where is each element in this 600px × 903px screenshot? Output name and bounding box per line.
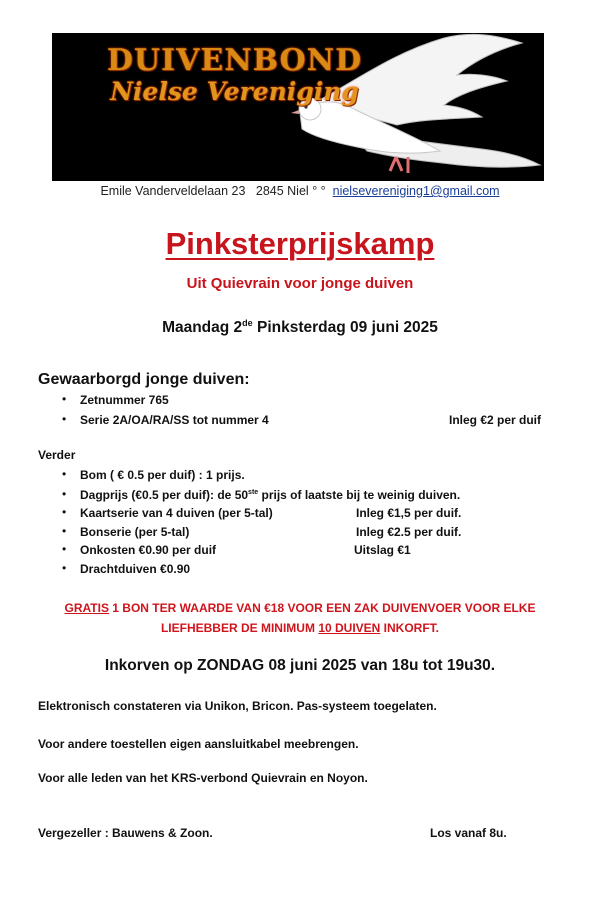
- page-title: Pinksterprijskamp: [165, 226, 435, 261]
- date-sup: de: [242, 318, 253, 328]
- list-item: [80, 488, 460, 502]
- list-item: Serie 2A/OA/RA/SS tot nummer 4: [80, 413, 269, 427]
- notice-line-2-pre: LIEFHEBBER DE MINIMUM: [160, 621, 319, 635]
- notice-minimum: 10 DUIVEN: [318, 621, 381, 635]
- gratis-word: GRATIS: [64, 601, 109, 615]
- banner: [52, 33, 544, 181]
- info-line: Elektronisch constateren via Unikon, Bricon. Pas-systeem toegelaten.: [38, 699, 437, 713]
- gratis-notice: [0, 598, 600, 638]
- date-line: [0, 318, 600, 337]
- date-rest: Pinksterdag 09 juni 2025: [252, 319, 438, 337]
- date-prefix: Maandag 2: [162, 319, 243, 337]
- address-street: Emile Vanderveldelaan 23: [100, 184, 246, 198]
- list-item: Drachtduiven €0.90: [80, 562, 191, 576]
- address-city: 2845 Niel: [255, 184, 309, 198]
- inkorven-line: Inkorven op ZONDAG 08 juni 2025 van 18u tot 19u30.: [104, 657, 496, 674]
- bullet: •: [62, 561, 67, 575]
- bullet: •: [62, 412, 67, 426]
- brand-title: DUIVENBOND: [106, 43, 363, 78]
- email-link[interactable]: nielsevereniging1@gmail.com: [332, 184, 500, 198]
- notice-line-1-text: 1 BON TER WAARDE VAN €18 VOOR EEN ZAK DUIVENVOER VOOR ELKE: [108, 601, 536, 615]
- notice-line-1: [0, 598, 600, 618]
- list-item-fee: Uitslag €1: [354, 543, 411, 557]
- list-item: Bom ( € 0.5 per duif) : 1 prijs.: [80, 468, 245, 482]
- dagprijs-pre: Dagprijs (€0.5 per duif): de 50: [80, 488, 249, 502]
- bullet: •: [62, 392, 67, 406]
- address-separator: ° °: [312, 184, 326, 198]
- list-item-fee: Inleg €1,5 per duif.: [356, 506, 462, 520]
- dagprijs-sup: ste: [248, 489, 259, 496]
- page-subtitle: Uit Quievrain voor jonge duiven: [186, 275, 414, 292]
- info-line: Voor alle leden van het KRS-verbond Quievrain en Noyon.: [38, 771, 368, 785]
- brand-subtitle: Nielse Vereniging: [110, 77, 359, 106]
- verder-heading: Verder: [38, 448, 76, 462]
- list-item: Onkosten €0.90 per duif: [80, 543, 217, 557]
- footer-right: Los vanaf 8u.: [430, 826, 507, 840]
- notice-line-2: [0, 618, 600, 638]
- notice-line-2-post: INKORFT.: [380, 621, 440, 635]
- address-line: [0, 184, 600, 198]
- bullet: •: [62, 487, 67, 501]
- list-item: Bonserie (per 5-tal): [80, 525, 190, 539]
- list-item-fee: Inleg €2.5 per duif.: [356, 525, 462, 539]
- dagprijs-post: prijs of laatste bij te weinig duiven.: [258, 488, 461, 502]
- guaranteed-heading: Gewaarborgd jonge duiven:: [38, 371, 250, 388]
- footer-left: Vergezeller : Bauwens & Zoon.: [38, 826, 213, 840]
- list-item: Kaartserie van 4 duiven (per 5-tal): [80, 506, 273, 520]
- bullet: •: [62, 505, 67, 519]
- list-item: Zetnummer 765: [80, 393, 169, 407]
- info-line: Voor andere toestellen eigen aansluitkabel meebrengen.: [38, 737, 359, 751]
- list-item-fee: Inleg €2 per duif: [449, 413, 542, 427]
- bullet: •: [62, 524, 67, 538]
- bullet: •: [62, 467, 67, 481]
- bullet: •: [62, 542, 67, 556]
